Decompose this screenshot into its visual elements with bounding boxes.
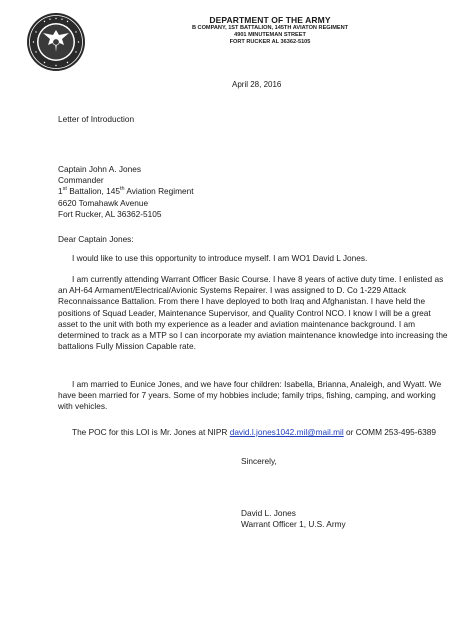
paragraph-intro: I would like to use this opportunity to introduce myself. I am WO1 David L Jones. [72,253,368,263]
signature-title: Warrant Officer 1, U.S. Army [241,519,346,530]
email-link[interactable]: david.l.jones1042.mil@mail.mil [229,427,344,437]
letter-subject: Letter of Introduction [58,114,135,124]
poc-text: The POC for this LOI is Mr. Jones at NIPR [72,427,230,437]
letterhead-title: DEPARTMENT OF THE ARMY [209,15,331,25]
paragraph-family: I am married to Eunice Jones, and we have four children: Isabella, Brianna, Analeigh, and Wyatt. We have been married for 7 years. Some of my hobbies include; family trips, fishing, camping, and working with vehicles. [58,379,442,412]
salutation: Dear Captain Jones: [58,234,134,244]
signature-block [241,508,346,530]
paragraph-experience: I am currently attending Warrant Officer Basic Course. I have 8 years of active duty time. I enlisted as an AH-64 Armament/Electrical/Avionic Systems Repairer. I was assigned to D. Co 1-229 Attack Reconnaissance Battalion. From there I have deployed to both Iraq and Afghanistan. I have held the positions of Squad Leader, Maintenance Supervisor, and Quality Control NCO. I know I will be a great asset to the unit with both my experience as a leader and aviation maintenance background. I am determined to track as a MTP so I can incorporate my aviation maintenance knowledge into increasing the battalions Fully Mission Capable rate. [58,274,448,352]
letterhead-unit: B COMPANY, 1ST BATTALION, 145TH AVIATON REGIMENT [191,24,349,31]
letter-date: April 28, 2016 [232,80,282,89]
unit-regiment: Aviation Regiment [124,186,194,197]
unit-number: 1 [58,186,63,197]
unit-battalion: Battalion, 145 [66,186,120,197]
unit-regiment-suffix: th [119,186,125,193]
recipient-address [58,164,450,220]
recipient-city: Fort Rucker, AL 36362-5105 [58,208,162,219]
letterhead-street: 4901 MINUTEMAN STREET [234,31,306,38]
unit-ordinal-suffix: st [62,186,67,193]
recipient-street: 6620 Tomahawk Avenue [58,197,149,208]
letterhead [120,16,420,46]
department-of-defense-seal-icon [26,12,86,72]
paragraph-poc [58,427,450,438]
signature-name: David L. Jones [241,508,296,518]
recipient-name: Captain John A. Jones [58,164,142,174]
recipient-title: Commander [58,175,104,186]
closing: Sincerely, [241,456,277,466]
recipient-unit [58,186,450,197]
poc-phone-text: or COMM 253-495-6389 [343,427,436,437]
letterhead-city: FORT RUCKER AL 36362-5105 [229,38,311,45]
